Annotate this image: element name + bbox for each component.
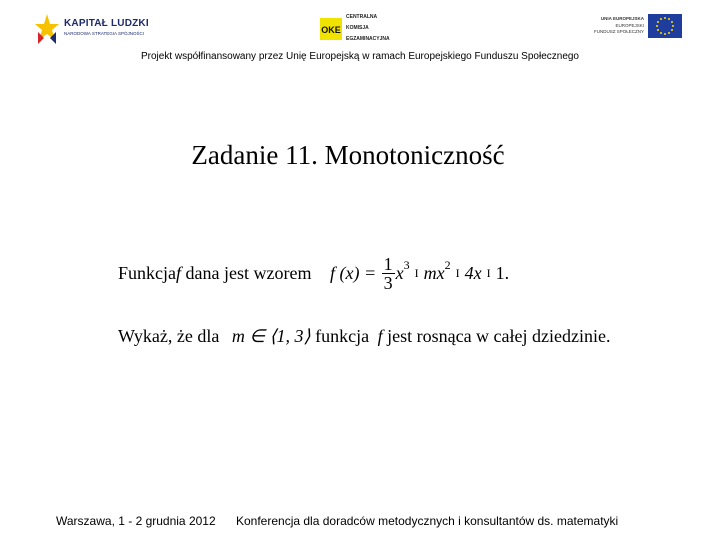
formula-middle: dana jest wzorem [181, 263, 316, 283]
operator-3: I [486, 266, 491, 280]
statement-suffix: jest rosnąca w całej dziedzinie. [382, 326, 611, 347]
cke-line-1: CENTRALNA [346, 14, 378, 20]
eu-logo [592, 14, 684, 42]
task-statement-line [118, 325, 611, 347]
funding-statement: Projekt współfinansowany przez Unię Europejską w ramach Europejskiego Funduszu Społecznego [140, 51, 579, 62]
function-letter: f [176, 263, 182, 283]
statement-function-letter: f [377, 326, 383, 347]
operator-2: I [455, 266, 460, 280]
term-mx2-base: mx [423, 263, 445, 283]
statement-prefix: Wykaż, że dla [118, 326, 224, 347]
kapital-ludzki-subtitle: NARODOWA STRATEGIA SPÓJNOŚCI [64, 31, 145, 36]
cke-emblem-icon [320, 18, 342, 40]
kapital-ludzki-title: KAPITAŁ LUDZKI [64, 18, 149, 29]
footer-date-place: Warszawa, 1 - 2 grudnia 2012 [56, 514, 216, 528]
operator-1: I [414, 266, 419, 280]
term-x3-exponent: 3 [403, 257, 410, 272]
eu-line-2: EUROPEJSKI [615, 23, 644, 28]
term-x3-base: x [395, 263, 404, 283]
eu-line-3: FUNDUSZ SPOŁECZNY [593, 29, 644, 34]
eu-flag-icon [648, 14, 682, 38]
term-mx2-exponent: 2 [444, 257, 451, 272]
term-constant: 1. [495, 263, 510, 283]
formula-fraction [382, 255, 395, 292]
parameter-condition: m ∈ ⟨1, 3⟩ [231, 326, 311, 347]
cke-mark-text: OKE [321, 25, 341, 35]
task-formula-line [118, 255, 509, 299]
formula-lhs: f (x) = [329, 263, 381, 283]
statement-middle: funkcja [310, 326, 374, 347]
cke-line-2: KOMISJA [346, 25, 369, 31]
cke-line-3: EGZAMINACYJNA [346, 36, 390, 42]
term-4x: 4x [464, 263, 482, 283]
formula-prefix: Funkcja [118, 263, 176, 283]
fraction-numerator: 1 [383, 254, 393, 274]
cke-logo [318, 12, 388, 52]
fraction-denominator: 3 [383, 273, 393, 293]
kapital-ludzki-star-icon [34, 12, 60, 46]
kapital-ludzki-logo [30, 10, 155, 46]
eu-line-1: UNIA EUROPEJSKA [600, 16, 644, 21]
footer-conference: Konferencja dla doradców metodycznych i konsultantów ds. matematyki [236, 514, 619, 528]
slide-title: Zadanie 11. Monotoniczność [191, 140, 505, 170]
